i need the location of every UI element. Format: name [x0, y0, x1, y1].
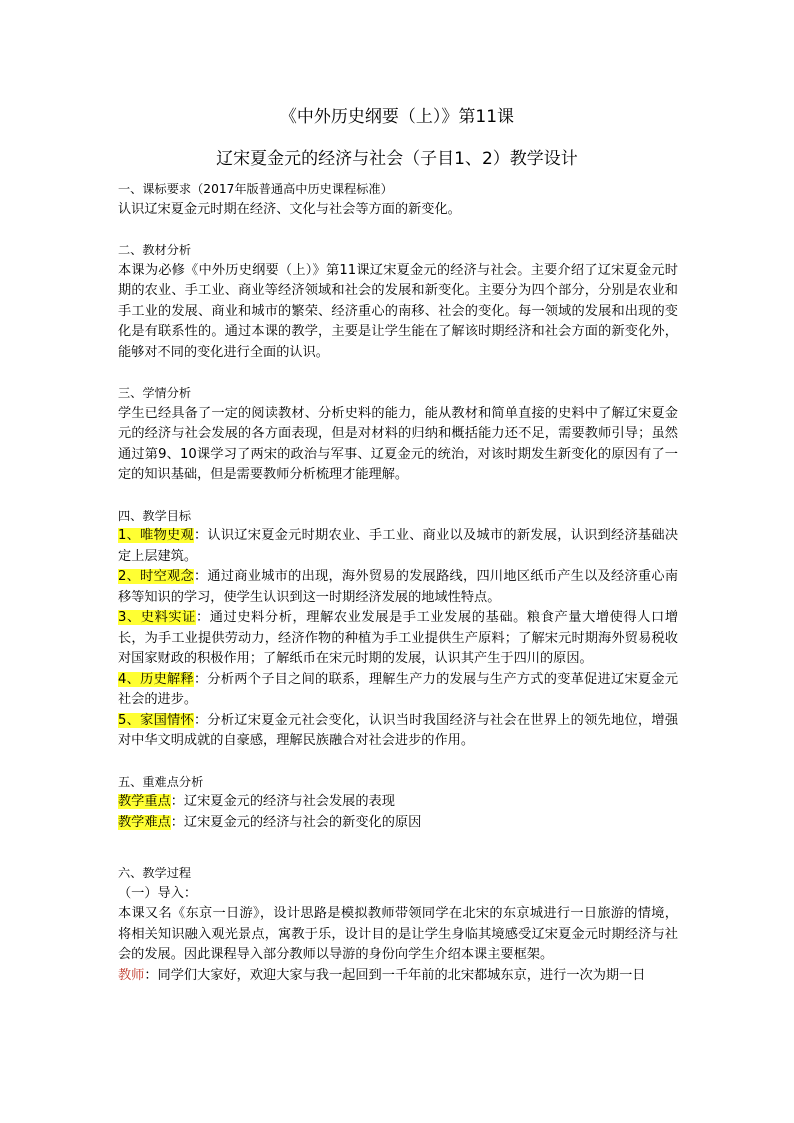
section-1-body: 认识辽宋夏金元时期在经济、文化与社会等方面的新变化。	[118, 201, 461, 217]
section-3-body: 学生已经具备了一定的阅读教材、分析史料的能力，能从教材和简单直接的史料中了解辽宋夏金元的经济与社会发展的各方面表现，但是对材料的归纳和概括能力还不足，需要教师引导；虽然通过第9、10课学习了两宋的政治与军事、辽夏金元的统治，对该时期发生新变化的原因有了一定的知识基础，但是需要教师分析梳理才能理解。	[118, 405, 678, 482]
goal-1	[118, 526, 678, 567]
difficult-point	[118, 813, 678, 834]
section-3-heading: 三、学情分析	[118, 386, 192, 400]
section-6-body: 本课又名《东京一日游》，设计思路是模拟教师带领同学在北宋的东京城进行一日旅游的情境，将相关知识融入观光景点，寓教于乐，设计目的是让学生身临其境感受辽宋夏金元时期经济与社会的发展。因此课程导入部分教师以导游的身份向学生介绍本课主要框架。	[118, 906, 678, 962]
goal-3-text: ：通过史料分析，理解农业发展是手工业发展的基础。粮食产量大增使得人口增长，为手工业提供劳动力，经济作物的种植为手工业提供生产原料；了解宋元时期海外贸易税收对国家财政的积极作用；了解纸币在宋元时期的发展，认识其产生于四川的原因。	[118, 610, 679, 666]
section-4-heading: 四、教学目标	[118, 508, 192, 523]
difficult-point-text: ：辽宋夏金元的经济与社会的新变化的原因	[170, 814, 422, 830]
goal-3	[118, 608, 678, 670]
section-2-body: 本课为必修《中外历史纲要（上）》第11课辽宋夏金元的经济与社会。主要介绍了辽宋夏金元时期的农业、手工业、商业等经济领域和社会的发展和新变化。主要分为四个部分，分别是农业和手工业的发展、商业和城市的繁荣、经济重心的南移、社会的变化。每一领域的发展和出现的变化是有联系性的。通过本课的教学，主要是让学生能在了解该时期经济和社会方面的新变化外，能够对不同的变化进行全面的认识。	[118, 262, 678, 360]
document-title: 《中外历史纲要（上）》第11课	[279, 107, 515, 127]
section-6-heading: 六、教学过程	[118, 866, 192, 880]
teacher-text: ：同学们大家好，欢迎大家与我一起回到一千年前的北宋都城东京，进行一次为期一日	[144, 967, 646, 983]
goal-5	[118, 711, 678, 752]
goal-2-text: ：通过商业城市的出现，海外贸易的发展路线，四川地区纸币产生以及经济重心南移等知识的学习，使学生认识到这一时期经济发展的地域性特点。	[118, 569, 679, 605]
document-subtitle: 辽宋夏金元的经济与社会（子目1、2）教学设计	[216, 149, 578, 169]
goal-5-text: ：分析辽宋夏金元社会变化，认识当时我国经济与社会在世界上的领先地位，增强对中华文明成就的自豪感，理解民族融合对社会进步的作用。	[118, 712, 679, 748]
key-point-label: 教学重点	[118, 794, 171, 809]
section-2-heading: 二、教材分析	[118, 243, 192, 257]
goal-3-label: 3、史料实证	[118, 610, 196, 625]
teacher-line	[118, 966, 678, 987]
goal-2-label: 2、时空观念	[118, 569, 194, 584]
key-point	[118, 792, 678, 813]
key-point-text: ：辽宋夏金元的经济与社会发展的表现	[170, 794, 395, 809]
goal-4	[118, 670, 678, 711]
goal-5-label: 5、家国情怀	[118, 712, 194, 728]
difficult-point-label: 教学难点	[118, 814, 171, 830]
goal-4-label: 4、历史解释	[118, 671, 194, 687]
teacher-label: 教师	[118, 967, 145, 983]
goal-1-label: 1、唯物史观	[118, 528, 194, 543]
section-6-subheading: （一）导入：	[118, 885, 198, 901]
goal-2	[118, 567, 678, 608]
section-5-heading: 五、重难点分析	[118, 774, 204, 789]
section-1-heading: 一、课标要求（2017年版普通高中历史课程标准）	[118, 182, 393, 196]
goal-1-text: ：认识辽宋夏金元时期农业、手工业、商业以及城市的新发展，认识到经济基础决定上层建筑。	[118, 528, 679, 564]
document-body	[118, 179, 678, 986]
goal-4-text: ：分析两个子目之间的联系，理解生产力的发展与生产方式的变革促进辽宋夏金元社会的进步。	[118, 671, 679, 707]
